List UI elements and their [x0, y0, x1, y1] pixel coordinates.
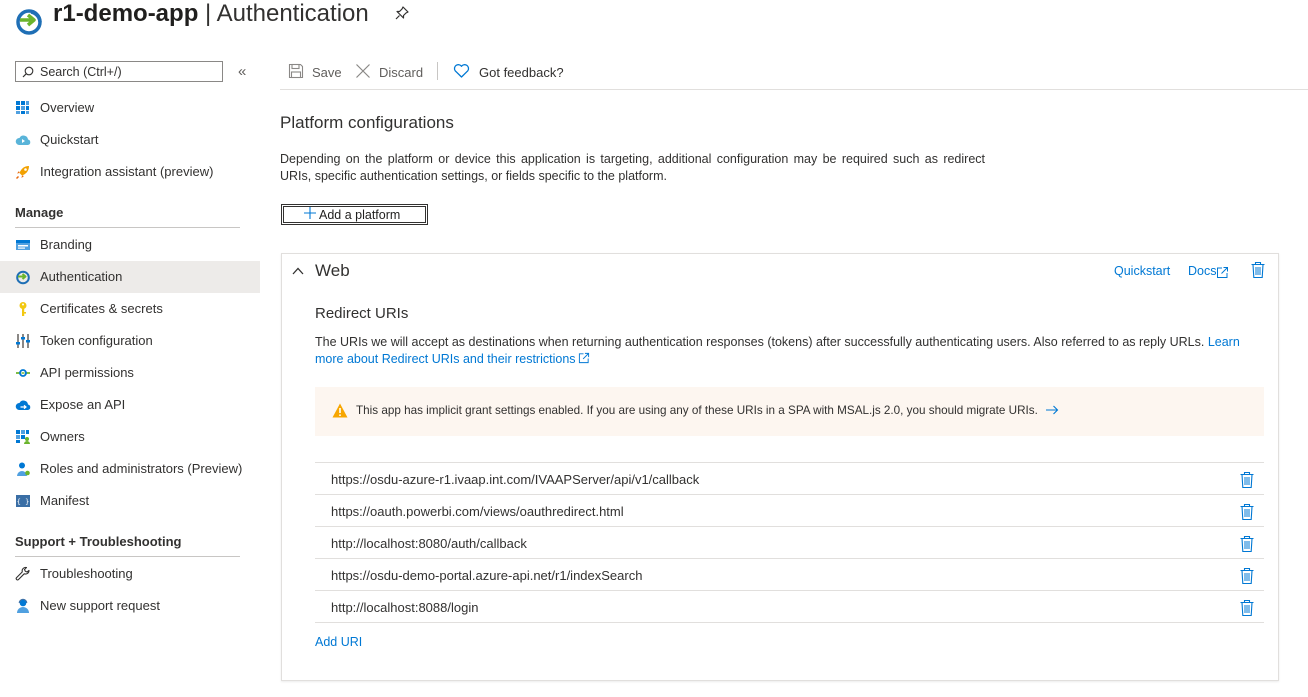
sidebar-item-manifest[interactable]: [0, 485, 260, 517]
save-button[interactable]: [288, 62, 348, 82]
page-title: [53, 0, 369, 28]
heart-icon: [453, 63, 470, 79]
sidebar-item-label: Expose an API: [40, 397, 126, 412]
redirect-uri-row[interactable]: [315, 591, 1264, 623]
sidebar-item-label: Certificates & secrets: [40, 301, 163, 316]
delete-uri-trash-icon[interactable]: [1239, 471, 1255, 489]
sidebar-item-integration-assistant[interactable]: [0, 156, 260, 188]
redirect-desc-text: The URIs we will accept as destinations when returning authentication responses (tokens) after successfully authenticating users. Also referred to as reply URLs.: [315, 335, 1208, 349]
manifest-icon: [15, 493, 31, 509]
delete-platform-trash-icon[interactable]: [1250, 261, 1266, 279]
branding-icon: [15, 237, 31, 253]
redirect-uris-description: [315, 334, 1265, 368]
redirect-uri-value[interactable]: http://localhost:8088/login: [331, 600, 479, 615]
redirect-uri-value[interactable]: https://oauth.powerbi.com/views/oauthredirect.html: [331, 504, 624, 519]
external-link-icon: [1216, 266, 1229, 279]
save-icon: [288, 63, 304, 79]
delete-uri-trash-icon[interactable]: [1239, 567, 1255, 585]
sidebar-item-api-permissions[interactable]: [0, 357, 260, 389]
support-divider: [15, 556, 240, 557]
manage-heading: Manage: [15, 205, 64, 220]
learn-more-label: Learn more about Redirect URIs and their restrictions: [315, 335, 1240, 366]
sidebar-item-label: Roles and administrators (Preview): [40, 461, 243, 476]
save-label: Save: [312, 65, 342, 80]
sidebar-item-expose-an-api[interactable]: [0, 389, 260, 421]
key-icon: [15, 301, 31, 317]
redirect-uri-row[interactable]: [315, 527, 1264, 559]
owners-grid-icon: [15, 429, 31, 445]
sidebar-item-certificates-secrets[interactable]: [0, 293, 260, 325]
redirect-uris-title: Redirect URIs: [315, 305, 409, 322]
implicit-grant-warning-banner: [315, 387, 1264, 436]
toolbar-divider: [280, 89, 1308, 90]
sidebar-item-owners[interactable]: [0, 421, 260, 453]
quickstart-cloud-icon: [15, 132, 31, 148]
expose-api-cloud-icon: [15, 397, 31, 413]
sidebar-item-token-configuration[interactable]: [0, 325, 260, 357]
sidebar-item-quickstart[interactable]: [0, 124, 260, 156]
add-uri-link[interactable]: Add URI: [315, 635, 363, 649]
manage-divider: [15, 227, 240, 228]
close-icon: [355, 63, 371, 79]
sidebar-item-label: Token configuration: [40, 333, 153, 348]
redirect-uri-row[interactable]: [315, 559, 1264, 591]
plus-icon: [303, 206, 317, 220]
wrench-icon: [15, 566, 31, 582]
sidebar-item-roles-administrators[interactable]: [0, 453, 260, 485]
section-name: Authentication: [216, 0, 369, 27]
warning-text: This app has implicit grant settings enabled. If you are using any of these URIs in a SPA with MSAL.js 2.0, you should migrate URIs.: [356, 404, 1038, 417]
redirect-uri-value[interactable]: https://osdu-azure-r1.ivaap.int.com/IVAAPServer/api/v1/callback: [331, 472, 700, 487]
discard-button[interactable]: [355, 62, 427, 82]
roles-person-icon: [15, 461, 31, 477]
redirect-uri-row[interactable]: [315, 495, 1264, 527]
sidebar-item-overview[interactable]: [0, 92, 260, 124]
sidebar-item-label: Authentication: [40, 269, 123, 284]
search-icon: [22, 66, 34, 78]
svg-text:{ }: { }: [16, 498, 30, 506]
feedback-label: Got feedback?: [479, 65, 564, 80]
sidebar-item-label: Owners: [40, 429, 85, 444]
sidebar-item-label: Overview: [40, 100, 95, 115]
platform-configurations-title: Platform configurations: [280, 113, 454, 132]
redirect-uri-row[interactable]: [315, 463, 1264, 495]
sidebar-item-label: Troubleshooting: [40, 566, 133, 581]
redirect-uri-value[interactable]: https://osdu-demo-portal.azure-api.net/r1/indexSearch: [331, 568, 643, 583]
web-card-title: Web: [315, 261, 350, 280]
support-heading: Support + Troubleshooting: [15, 534, 182, 549]
external-link-icon: [578, 352, 590, 364]
sidebar-item-label: Manifest: [40, 493, 90, 508]
platform-configurations-description: Depending on the platform or device this application is targeting, additional configuration may be required such as redirect URIs, specific authentication settings, or fields specific to the platform.: [280, 152, 985, 183]
feedback-button[interactable]: [453, 62, 568, 82]
authentication-icon: [15, 269, 31, 285]
redirect-uri-value[interactable]: http://localhost:8080/auth/callback: [331, 536, 527, 551]
overview-grid-icon: [15, 100, 31, 116]
search-placeholder: Search (Ctrl+/): [40, 65, 122, 79]
discard-label: Discard: [379, 65, 424, 80]
delete-uri-trash-icon[interactable]: [1239, 599, 1255, 617]
web-docs-link[interactable]: [1188, 264, 1216, 278]
uri-row-divider: [315, 622, 1264, 623]
sidebar-search-input[interactable]: [15, 61, 223, 82]
chevron-up-icon[interactable]: [291, 264, 305, 278]
delete-uri-trash-icon[interactable]: [1239, 503, 1255, 521]
collapse-sidebar-button[interactable]: «: [238, 63, 247, 80]
docs-label: Docs: [1188, 264, 1217, 278]
arrow-right-icon[interactable]: [1045, 405, 1059, 415]
title-separator: |: [198, 0, 217, 27]
sidebar-item-label: API permissions: [40, 365, 134, 380]
app-name: r1-demo-app: [53, 0, 199, 27]
delete-uri-trash-icon[interactable]: [1239, 535, 1255, 553]
web-quickstart-link[interactable]: Quickstart: [1114, 264, 1171, 278]
app-registration-logo-icon: [14, 6, 44, 36]
sidebar-item-troubleshooting[interactable]: [0, 558, 260, 590]
warning-icon: [332, 403, 348, 418]
add-platform-label: Add a platform: [319, 208, 401, 222]
token-config-icon: [15, 333, 31, 349]
api-permissions-icon: [15, 365, 31, 381]
sidebar-item-label: Quickstart: [40, 132, 99, 147]
sidebar-item-branding[interactable]: [0, 229, 260, 261]
sidebar-item-authentication[interactable]: [0, 261, 260, 293]
rocket-icon: [15, 164, 31, 180]
sidebar-item-label: New support request: [40, 598, 160, 613]
sidebar-item-label: Branding: [40, 237, 93, 252]
toolbar-separator: [437, 62, 438, 80]
add-platform-button[interactable]: [281, 204, 428, 225]
support-person-icon: [15, 598, 31, 614]
sidebar-item-new-support-request[interactable]: [0, 590, 260, 622]
pin-icon[interactable]: [394, 5, 410, 21]
sidebar-item-label: Integration assistant (preview): [40, 164, 214, 179]
